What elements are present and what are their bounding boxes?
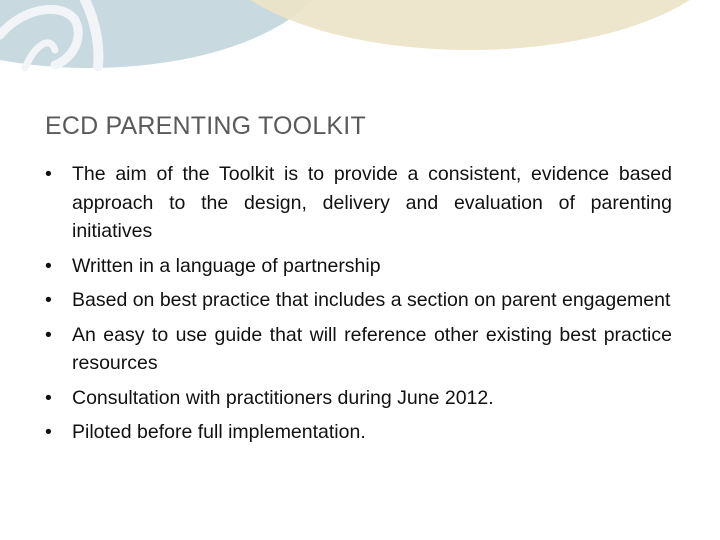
bullet-item: • Based on best practice that includes a section on parent engagement: [45, 286, 672, 315]
bullet-item: • Written in a language of partnership: [45, 252, 672, 281]
beige-shape: [208, 0, 720, 50]
bullet-item: • An easy to use guide that will reference other existing best practice resources: [45, 321, 672, 378]
bullet-icon: •: [45, 421, 52, 443]
bullet-icon: •: [45, 386, 52, 409]
bullet-item: • Consultation with practitioners during June 2012.: [45, 384, 672, 413]
bullet-item: • Piloted before full implementation.: [45, 418, 672, 447]
bullet-icon: •: [45, 323, 52, 346]
bullet-icon: •: [45, 163, 52, 185]
bullet-icon: •: [45, 254, 52, 277]
bullet-item: • The aim of the Toolkit is to provide a consistent, evidence based approach to the design, delivery and evaluation of parenting initiatives: [45, 160, 672, 246]
header-decoration: [0, 0, 720, 100]
bullet-list: [45, 160, 672, 453]
slide-title: ECD PARENTING TOOLKIT: [45, 112, 366, 140]
bullet-icon: •: [45, 289, 52, 311]
